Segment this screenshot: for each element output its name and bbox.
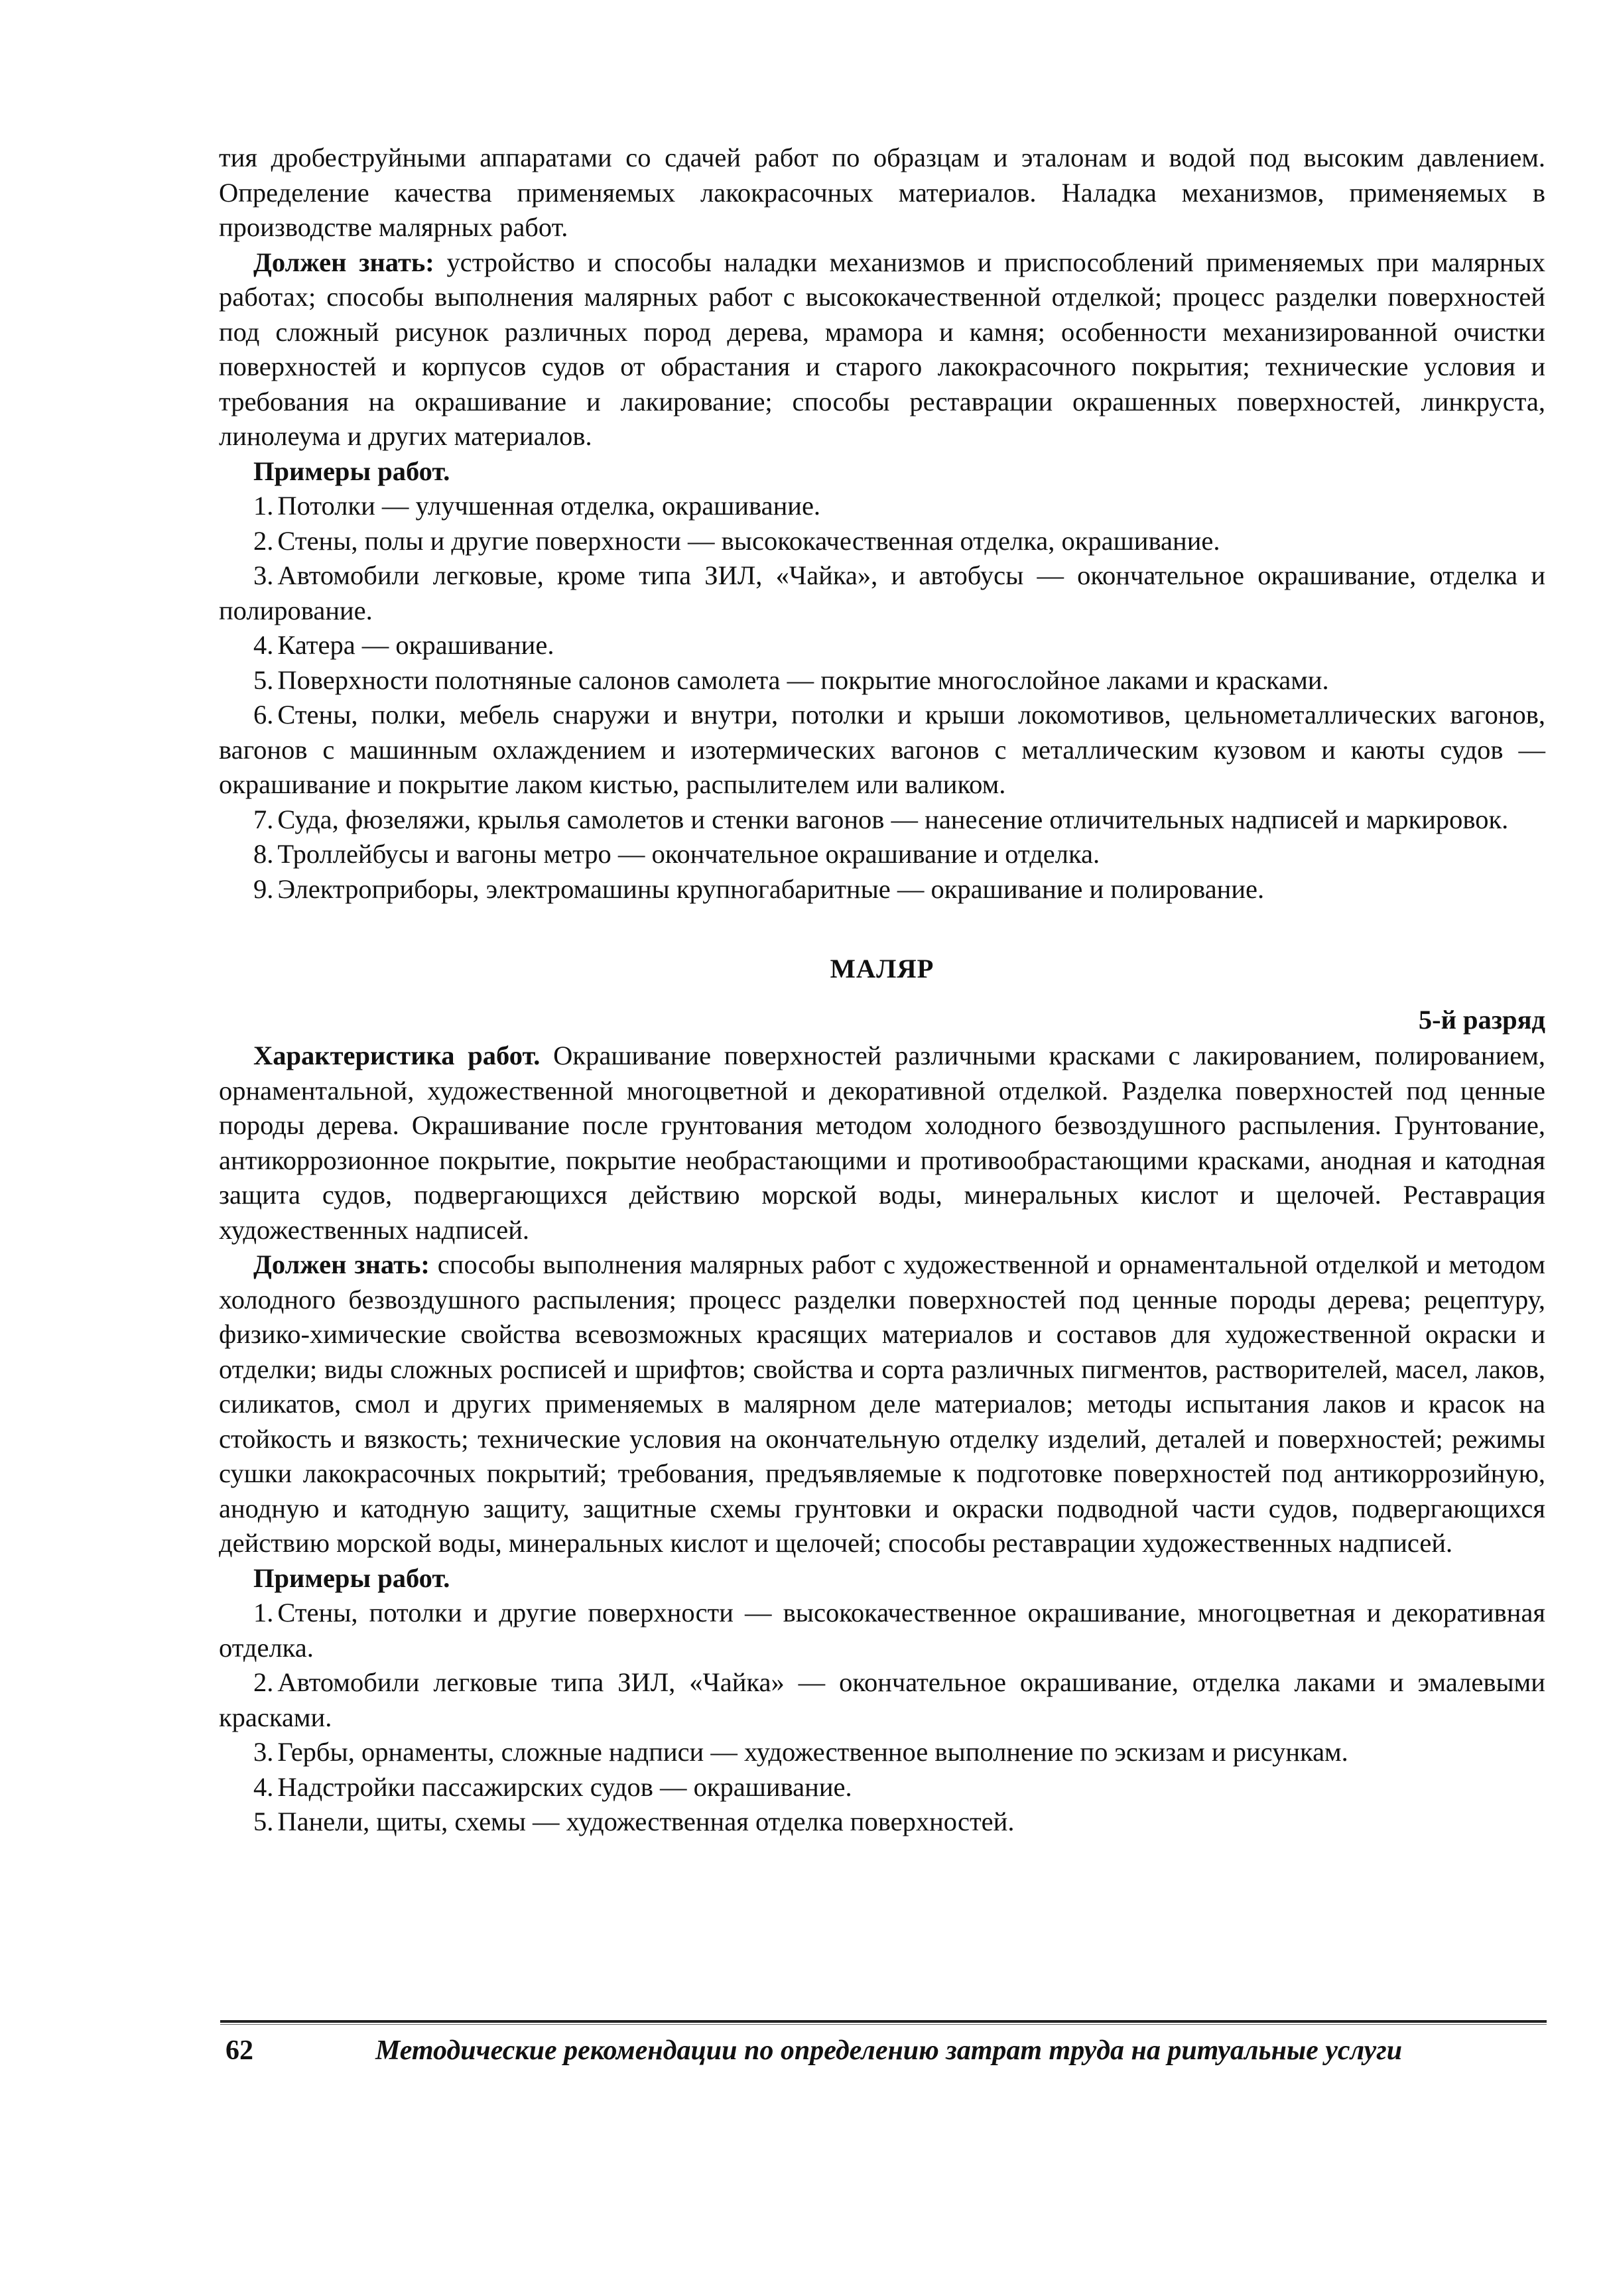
section-must-know-text: способы выполнения малярных работ с художественной и орнаментальной отделкой и методом холодного безвоздушного распыления; процесс разделки поверхностей под ценные породы дерева; рецептуру, физико-химические свойства всевозможных красящих материалов и составов для художественной окраски и отделки; виды сложных росписей и шрифтов; свойства и сорта различных пигментов, растворителей, масел, лаков, силикатов, смол и других применяемых в малярном деле материалов; методы испытания лаков и красок на стойкость и вязкость; технические условия на окончательную отделку изделий, деталей и поверхностей; режимы сушки лакокрасочных покрытий; требования, предъявляемые к подготовке поверхностей под антикоррозийную, анодную и катодную защиту, защитные схемы грунтовки и окраски подводной части судов, подвергающихся действию морской воды, минеральных кислот и щелочей; способы реставрации художественных надписей. bbox=[219, 1249, 1546, 1558]
must-know-paragraph bbox=[219, 245, 1545, 454]
characteristics-paragraph bbox=[219, 1039, 1545, 1247]
characteristics-label: Характеристика работ. bbox=[253, 1041, 541, 1070]
examples-list bbox=[219, 489, 1545, 907]
list-item: 5. Панели, щиты, схемы — художественная отделка поверхностей. bbox=[253, 1807, 1015, 1836]
list-item: 2. Автомобили легковые типа ЗИЛ, «Чайка» — окончательное окрашивание, отделка лаками и эмалевыми красками. bbox=[219, 1667, 1545, 1732]
must-know-text: устройство и способы наладки механизмов и приспособлений применяемых при малярных работах; способы выполнения малярных работ с высококачественной отделкой; процесс разделки поверхностей под сложный рисунок различных пород дерева, мрамора и камня; особенности механизированной очистки поверхностей и корпусов судов от обрастания и старого лакокрасочного покрытия; технические условия и требования на окрашивание и лакирование; способы реставрации окрашенных поверхностей, линкруста, линолеума и других материалов. bbox=[219, 247, 1545, 451]
list-item: 4. Катера — окрашивание. bbox=[253, 630, 554, 660]
running-footer-title: Методические рекомендации по определению затрат труда на ритуальные услуги bbox=[375, 2035, 1403, 2066]
grade-label: 5-й разряд bbox=[1418, 1004, 1545, 1035]
must-know-label: Должен знать: bbox=[253, 247, 434, 277]
section-must-know-paragraph bbox=[219, 1247, 1545, 1561]
list-item: 1. Потолки — улучшенная отделка, окрашивание. bbox=[253, 491, 821, 521]
continuation-paragraph: тия дробеструйными аппаратами со сдачей работ по образцам и эталонам и водой под высоким давлением. Определение качества применяемых лакокрасочных материалов. Наладка механизмов, применяемых в производстве малярных работ. bbox=[219, 143, 1545, 242]
examples-heading: Примеры работ. bbox=[253, 456, 450, 486]
characteristics-text: Окрашивание поверхностей различными красками с лакированием, полированием, орнаментальной, художественной многоцветной и декоративной отделкой. Разделка поверхностей под ценные породы дерева. Окрашивание после грунтования методом холодного безвоздушного распыления. Грунтование, антикоррозионное покрытие, покрытие необрастающими и противообрастающими красками, анодная и катодная защита судов, подвергающихся действию морской воды, минеральных кислот и щелочей. Реставрация художественных надписей. bbox=[219, 1041, 1545, 1245]
section-examples-list bbox=[219, 1596, 1545, 1840]
list-item: 3. Автомобили легковые, кроме типа ЗИЛ, «Чайка», и автобусы — окончательное окрашивание, отделка и полирование. bbox=[219, 560, 1545, 625]
list-item: 9. Электроприборы, электромашины крупногабаритные — окрашивание и полирование. bbox=[253, 873, 1265, 904]
section-examples-heading: Примеры работ. bbox=[253, 1563, 450, 1593]
list-item: 2. Стены, полы и другие поверхности — высококачественная отделка, окрашивание. bbox=[253, 525, 1220, 556]
list-item: 1. Стены, потолки и другие поверхности — высококачественное окрашивание, многоцветная и декоративная отделка. bbox=[219, 1598, 1545, 1663]
list-item: 3. Гербы, орнаменты, сложные надписи — художественное выполнение по эскизам и рисункам. bbox=[253, 1737, 1348, 1767]
list-item: 4. Надстройки пассажирских судов — окрашивание. bbox=[253, 1771, 852, 1802]
section-title: МАЛЯР bbox=[830, 954, 934, 984]
list-item: 7. Суда, фюзеляжи, крылья самолетов и стенки вагонов — нанесение отличительных надписей и маркировок. bbox=[253, 804, 1509, 834]
footer-divider bbox=[220, 2020, 1547, 2023]
list-item: 5. Поверхности полотняные салонов самолета — покрытие многослойное лаками и красками. bbox=[253, 665, 1329, 695]
section-must-know-label: Должен знать: bbox=[253, 1249, 430, 1279]
list-item: 6. Стены, полки, мебель снаружи и внутри, потолки и крыши локомотивов, цельнометаллических вагонов, вагонов с машинным охлаждением и изотермических вагонов с металлическим кузовом и каюты судов — окрашивание и покрытие лаком кистью, распылителем или валиком. bbox=[219, 700, 1545, 799]
page-body bbox=[219, 141, 1545, 1840]
footer-divider-thin bbox=[220, 2024, 1547, 2025]
list-item: 8. Троллейбусы и вагоны метро — окончательное окрашивание и отделка. bbox=[253, 839, 1100, 869]
page-number: 62 bbox=[225, 2035, 253, 2066]
